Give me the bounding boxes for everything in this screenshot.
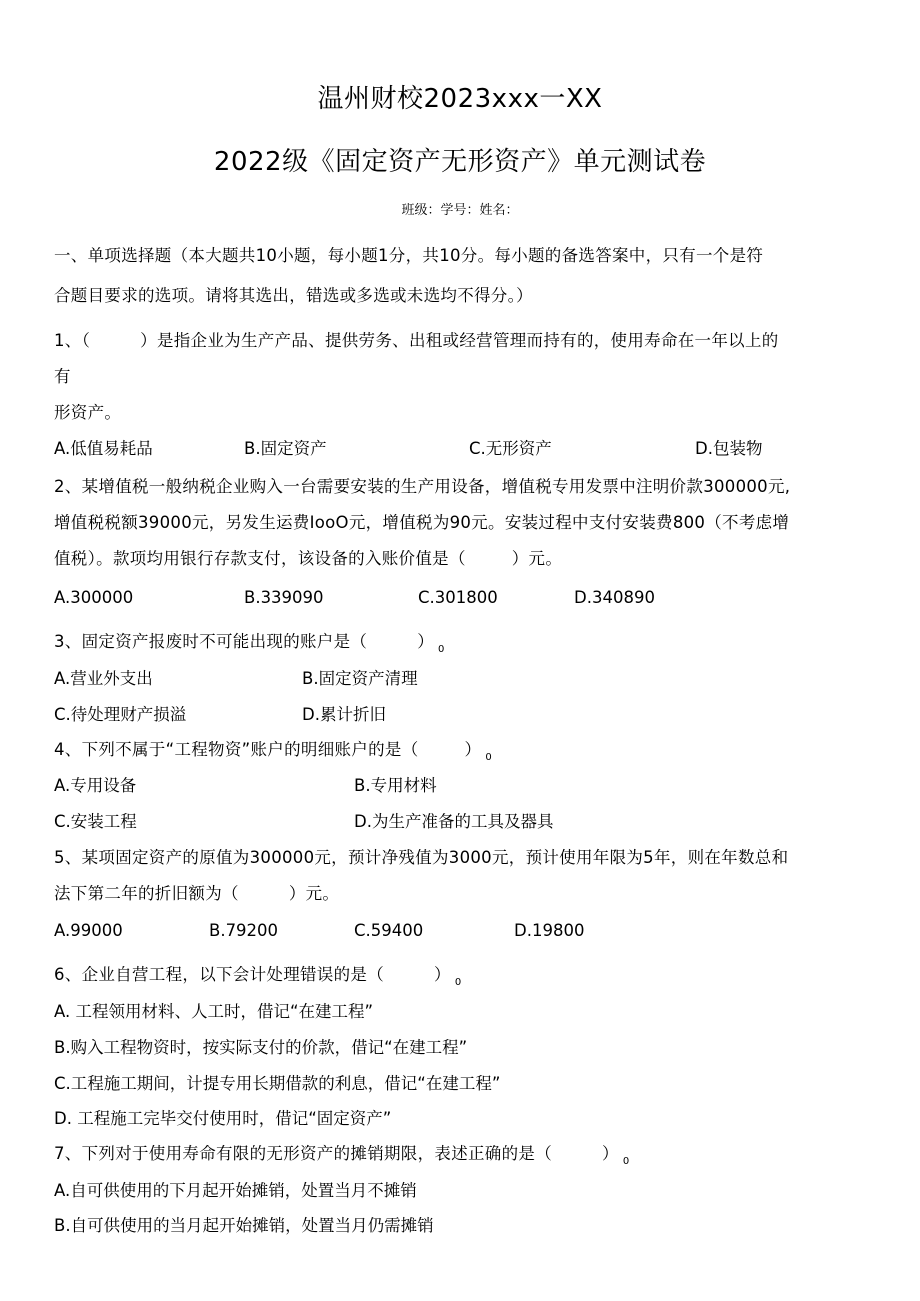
question-6-mark: 0 [454,977,462,988]
question-1-option-d: D.包装物 [695,439,763,458]
question-6-option-d: D. 工程施工完毕交付使用时，借记“固定资产” [54,1109,392,1128]
question-1-option-a: A.低值易耗品 [54,439,153,458]
question-5-option-d: D.19800 [514,921,585,940]
question-2-line3 [54,548,562,570]
exam-title-line1: 温州财校2023xxx一XX [317,84,603,114]
question-5-suffix: ）元。 [288,884,340,903]
question-6-option-a: A. 工程领用材料、人工时，借记“在建工程” [54,1002,374,1021]
question-3-option-a: A.营业外支出 [54,669,153,688]
question-6-line [54,964,461,994]
question-1-option-b: B.固定资产 [244,439,327,458]
question-6-prefix: 6、企业自营工程，以下会计处理错误的是（ [54,965,384,984]
question-6-suffix: ） [434,965,451,984]
exam-title-line2: 2022级《固定资产无形资产》单元测试卷 [213,147,707,177]
question-2-prefix: 值税）。款项均用银行存款支付，该设备的入账价值是（ [54,549,466,568]
question-4-option-d: D.为生产准备的工具及器具 [354,812,554,831]
question-7-suffix: ） [602,1144,619,1163]
question-7-prefix: 7、下列对于使用寿命有限的无形资产的摊销期限，表述正确的是（ [54,1144,552,1163]
question-5-option-a: A.99000 [54,921,123,940]
question-7-option-a: A.自可供使用的下月起开始摊销，处置当月不摊销 [54,1181,417,1200]
question-7-option-b: B.自可供使用的当月起开始摊销，处置当月仍需摊销 [54,1216,434,1235]
question-5-line2 [54,883,339,905]
question-2-option-a: A.300000 [54,588,134,607]
question-7-mark: 0 [622,1156,630,1167]
question-7-line [54,1143,629,1173]
question-2-line2: 增值税税额39000元，另发生运费IooO元，增值税为90元。安装过程中支付安装费800（不考虑增 [54,513,790,532]
question-4-mark: 0 [485,752,492,763]
question-1-suffix: ）是指企业为生产产品、提供劳务、出租或经营管理而持有的，使用寿命在一年以上的 [140,331,779,350]
question-2-option-c: C.301800 [418,588,498,607]
question-3-option-d: D.累计折旧 [302,705,386,724]
question-3-mark: 0 [438,644,445,655]
question-4-option-b: B.专用材料 [354,776,437,795]
question-2-line1: 2、某增值税一般纳税企业购入一台需要安装的生产用设备，增值税专用发票中注明价款300000元, [54,477,791,496]
question-5-line1: 5、某项固定资产的原值为300000元，预计净残值为3000元，预计使用年限为5年，则在年数总和 [54,848,789,867]
question-5-option-c: C.59400 [354,921,424,940]
question-1-prefix: 1、（ [54,331,91,350]
question-3-option-c: C.待处理财产损溢 [54,705,187,724]
question-1-option-c: C.无形资产 [469,439,552,458]
question-4-option-a: A.专用设备 [54,776,137,795]
question-1-line2: 有 [54,367,71,386]
question-2-option-b: B.339090 [244,588,324,607]
question-1-line3: 形资产。 [54,403,122,422]
question-2-suffix: ）元。 [511,549,563,568]
question-6-option-b: B.购入工程物资时，按实际支付的价款，借记“在建工程” [54,1038,468,1057]
question-4-option-c: C.安装工程 [54,812,137,831]
question-3-line [54,631,445,661]
question-3-suffix: ） [417,632,435,651]
question-5-option-b: B.79200 [209,921,279,940]
section-heading-line2: 合题目要求的选项。请将其选出，错选或多选或未选均不得分。） [54,286,533,305]
question-4-suffix: ） [464,740,482,759]
question-5-prefix: 法下第二年的折旧额为（ [54,884,239,903]
section-heading-line1: 一、单项选择题（本大题共10小题，每小题1分，共10分。每小题的备选答案中，只有一个是符 [54,246,764,265]
question-4-line [54,739,492,769]
question-2-option-d: D.340890 [574,588,655,607]
question-4-prefix: 4、下列不属于“工程物资”账户的明细账户的是（ [54,740,419,759]
question-3-option-b: B.固定资产清理 [302,669,418,688]
question-1-line1 [54,330,779,352]
question-3-prefix: 3、固定资产报废时不可能出现的账户是（ [54,632,368,651]
question-6-option-c: C.工程施工期间，计提专用长期借款的利息，借记“在建工程” [54,1074,501,1093]
student-info-line: 班级：学号：姓名： [401,203,519,218]
